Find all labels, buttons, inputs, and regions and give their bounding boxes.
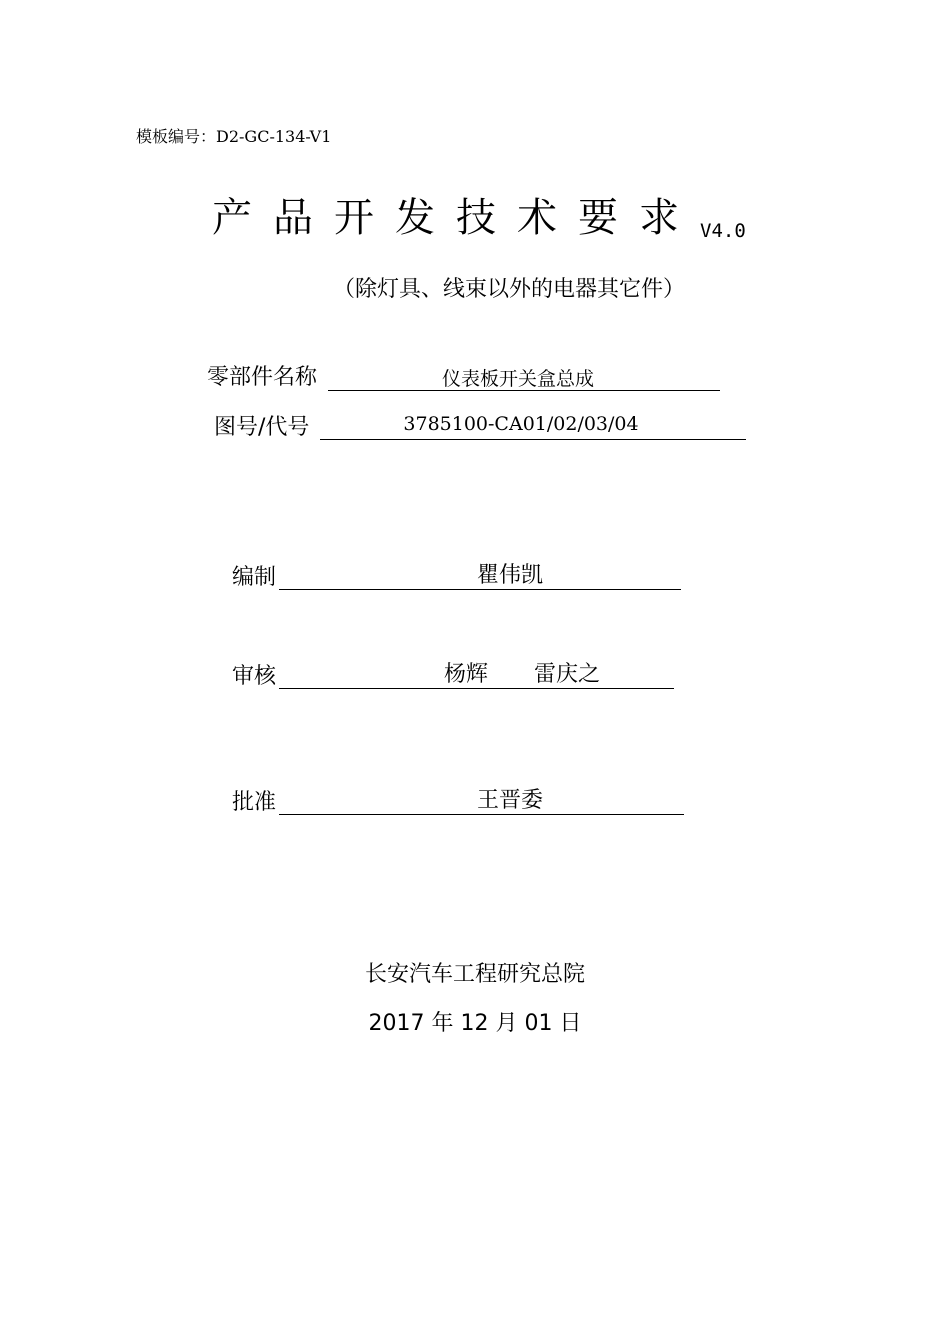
template-number-code: D2-GC-134-V1 bbox=[216, 127, 332, 146]
compiled-field bbox=[279, 558, 681, 590]
approved-field bbox=[279, 783, 684, 815]
approved-label: 批准 bbox=[232, 790, 277, 815]
drawing-number-value: 3785100-CA01/02/03/04 bbox=[403, 413, 639, 435]
template-number-label: 模板编号： bbox=[136, 127, 217, 146]
compiled-label: 编制 bbox=[232, 565, 277, 590]
compiled-by: 瞿伟凯 bbox=[476, 563, 543, 588]
part-name-field bbox=[328, 362, 720, 391]
approved-by: 王晋委 bbox=[476, 788, 543, 813]
document-scope: （除灯具、线束以外的电器其它件） bbox=[333, 277, 686, 302]
organization-name: 长安汽车工程研究总院 bbox=[364, 962, 585, 987]
reviewed-field bbox=[279, 657, 674, 689]
drawing-number-field bbox=[320, 412, 746, 440]
drawing-number-label: 图号/代号 bbox=[214, 415, 310, 440]
reviewer-2: 雷庆之 bbox=[534, 662, 601, 687]
part-name-value: 仪表板开关盒总成 bbox=[441, 368, 594, 390]
document-date: 2017 年 12 月 01 日 bbox=[368, 1011, 582, 1036]
reviewed-label: 审核 bbox=[232, 664, 277, 689]
document-title: 产品开发技术要求 bbox=[212, 195, 700, 241]
part-name-label: 零部件名称 bbox=[207, 365, 318, 390]
template-number bbox=[136, 124, 331, 147]
document-version: V4.0 bbox=[700, 220, 746, 242]
reviewer-1: 杨辉 bbox=[444, 662, 489, 687]
